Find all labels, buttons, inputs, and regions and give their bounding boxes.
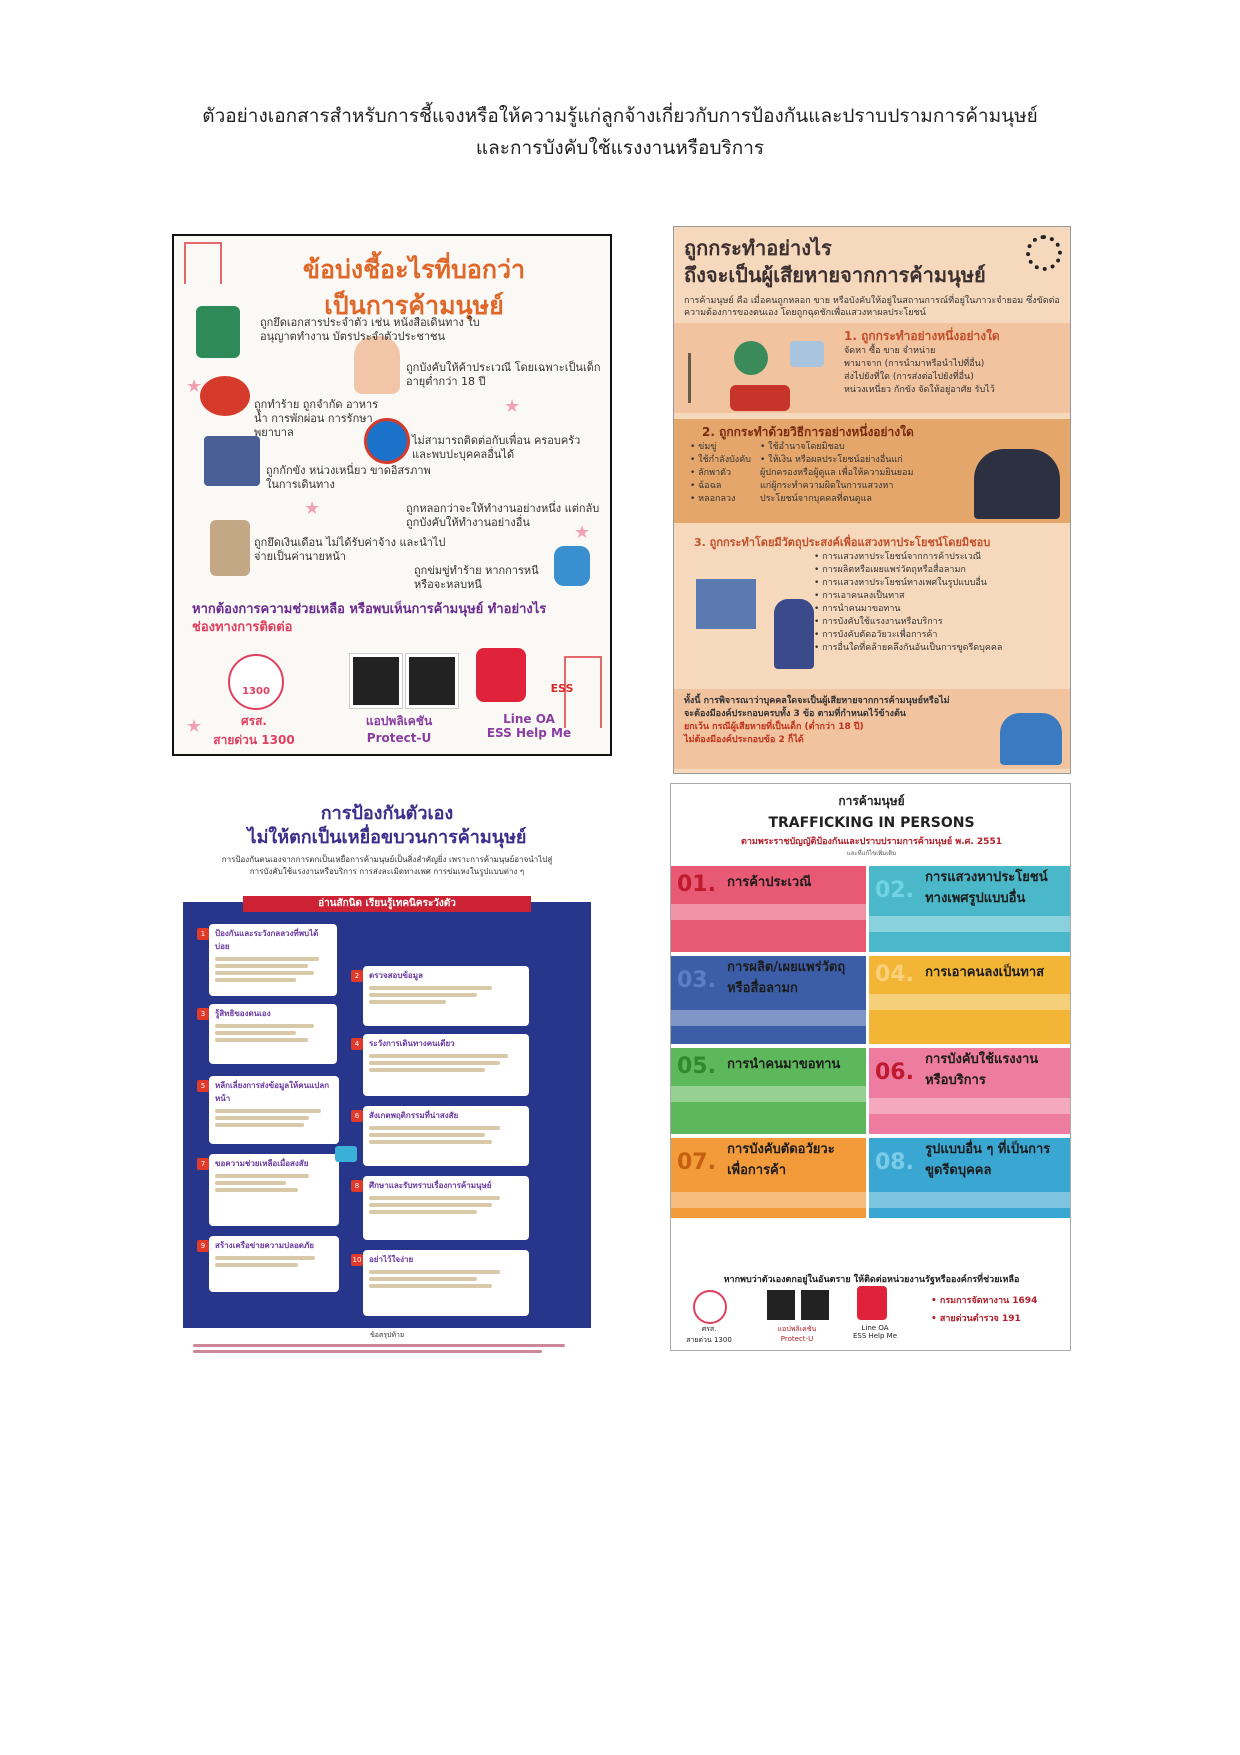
poster2-intro: การค้ามนุษย์ คือ เมื่อคนถูกหลอก ขาย หรือบังคับให้อยู่ในสถานการณ์ที่อยู่ในภาวะจำยอม ซึ่งขัดต่อความต้องการของตนเอง โดยถูกฉุดชักเพื่อแสวงหาผลประโยชน์ [684, 296, 1060, 318]
poster1-heading [264, 252, 564, 324]
star-icon: ★ [574, 522, 591, 543]
footer-text [684, 695, 1004, 747]
section-2-title: 2. ถูกกระทำด้วยวิธีการอย่างหนึ่งอย่างใด [702, 425, 914, 439]
channel-detail: Protect-U [780, 1335, 814, 1343]
channel-name: ศรส. [701, 1325, 717, 1333]
house-icon [696, 579, 756, 629]
type-number: 02. [875, 877, 914, 903]
indicator-item: ถูกทำร้าย ถูกจำกัด อาหาร น้ำ การพักผ่อน การรักษาพยาบาล [254, 398, 379, 439]
woman-illustration-icon [354, 336, 400, 394]
purpose-item: • การนำคนมาขอทาน [814, 604, 901, 614]
tip-card-title: ระวังการเดินทางคนเดียว [369, 1039, 455, 1048]
tip-card [209, 1154, 339, 1226]
indicator-item: ถูกยึดเอกสารประจำตัว เช่น หนังสือเดินทาง ใบอนุญาตทำงาน บัตรประจำตัวประชาชน [260, 316, 480, 343]
section-2-left [690, 441, 760, 506]
tip-card-lines [209, 1109, 339, 1127]
purpose-item: • การแสวงหาประโยชน์จากการค้าประเวณี [814, 552, 982, 562]
tip-number: 5 [197, 1080, 209, 1092]
poster2-heading-line-2: ถึงจะเป็นผู้เสียหายจากการค้ามนุษย์ [684, 263, 986, 287]
type-number: 03. [677, 967, 716, 993]
tip-card [363, 1034, 529, 1096]
type-description [671, 1086, 866, 1102]
tip-card-title: หลีกเลี่ยงการส่งข้อมูลให้คนแปลกหน้า [215, 1081, 330, 1103]
purpose-item: • การเอาคนลงเป็นทาส [814, 591, 905, 601]
poster1-heading-line-2: เป็นการค้ามนุษย์ [324, 291, 504, 320]
tip-card-lines [363, 986, 529, 1004]
type-description [869, 916, 1071, 932]
type-description [671, 1192, 866, 1208]
tip-card-title: สร้างเครือข่ายความปลอดภัย [215, 1241, 314, 1250]
title-line-2: และการบังคับใช้แรงงานหรือบริการ [475, 137, 765, 159]
poster4-heading-th: การค้ามนุษย์ [838, 794, 905, 808]
section-2-right [760, 441, 970, 506]
type-block-06 [869, 1048, 1071, 1134]
running-child-icon [554, 546, 590, 586]
poster2-heading [684, 235, 986, 289]
type-label: การบังคับตัดอวัยวะ เพื่อการค้า [727, 1142, 835, 1178]
section-1-line: ส่งไปยังที่ใด (การส่งต่อไปยังที่อื่น) [844, 372, 974, 382]
star-icon: ★ [186, 376, 203, 397]
tip-card-title: สังเกตพฤติกรรมที่น่าสงสัย [369, 1111, 459, 1120]
tip-card [209, 1236, 339, 1292]
tip-card-lines [363, 1054, 529, 1072]
channel-line [474, 712, 584, 740]
poster3-footer-title: ข้อสรุปท้าย [369, 1331, 405, 1339]
type-label: การแสวงหาประโยชน์ทางเพศรูปแบบอื่น [925, 870, 1048, 906]
tip-card [209, 1076, 339, 1144]
type-number: 04. [875, 962, 914, 987]
type-description [869, 1192, 1071, 1208]
tip-number: 6 [351, 1110, 363, 1122]
tip-number: 10 [352, 1256, 362, 1264]
method-item: • ลักพาตัว [690, 468, 732, 478]
help-line-2: ช่องทางการติดต่อ [192, 620, 293, 635]
method-item: แก่ผู้กระทำความผิดในการแสวงหา [760, 481, 894, 491]
section-1-lines [844, 345, 1064, 397]
tip-number: 8 [351, 1180, 363, 1192]
poster4-contact [671, 1272, 1071, 1344]
subtitle-line: การบังคับใช้แรงงานหรือบริการ การส่งละเมิดทางเพศ การข่มเหงในรูปแบบต่าง ๆ [249, 867, 525, 876]
phone-icon [335, 1146, 357, 1162]
globe-icon [734, 341, 768, 375]
type-block-05 [671, 1048, 866, 1134]
ess-logo-text: ESS [550, 682, 574, 695]
help-line-1: หากต้องการความช่วยเหลือ หรือพบเห็นการค้ามนุษย์ ทำอย่างไร [192, 602, 547, 617]
method-item: • ฉ้อฉล [690, 481, 722, 491]
tip-card-title: รู้สิทธิของตนเอง [215, 1009, 271, 1018]
type-label: รูปแบบอื่น ๆ ที่เป็นการขูดรีดบุคคล [925, 1142, 1051, 1178]
money-icon [790, 341, 824, 367]
section-3-title: 3. ถูกกระทำโดยมีวัตถุประสงค์เพื่อแสวงหาประโยชน์โดยมิชอบ [694, 536, 991, 549]
tip-number: 4 [351, 1038, 363, 1050]
tip-card-title: ขอความช่วยเหลือเมื่อสงสัย [215, 1159, 309, 1168]
type-description [671, 904, 866, 920]
tip-card [363, 966, 529, 1026]
method-item: • ใช้อำนาจโดยมิชอบ [760, 442, 845, 452]
star-icon: ★ [186, 716, 203, 737]
footer-line: ทั้งนี้ การพิจารณาว่าบุคคลใดจะเป็นผู้เสียหายจากการค้ามนุษย์หรือไม่ [684, 696, 950, 706]
tip-number: 2 [351, 970, 363, 982]
type-description [869, 994, 1071, 1010]
channel-detail: ESS Help Me [486, 726, 572, 740]
type-number: 08. [875, 1149, 914, 1175]
indicator-item: ถูกบังคับให้ค้าประเวณี โดยเฉพาะเป็นเด็กอายุต่ำกว่า 18 ปี [406, 361, 601, 388]
footer-line: จะต้องมีองค์ประกอบครบทั้ง 3 ข้อ ตามที่กำหนดไว้ข้างต้น [684, 709, 906, 719]
passport-icon [196, 306, 240, 358]
tip-number: 1 [197, 928, 209, 940]
qr-code-icon [350, 654, 402, 708]
poster1-heading-line-1: ข้อบ่งชี้อะไรที่บอกว่า [302, 255, 526, 284]
type-block-01 [671, 866, 866, 952]
purpose-item: • การบังคับตัดอวัยวะเพื่อการค้า [814, 630, 938, 640]
tip-card-lines [209, 1024, 337, 1042]
method-item: • หลอกลวง [690, 494, 736, 504]
section-1-line: หน่วงเหนี่ยว กักขัง จัดให้อยู่อาศัย รับไว้ [844, 385, 995, 395]
poster3-heading [183, 802, 591, 850]
indicator-item: ถูกยึดเงินเดือน ไม่ได้รับค่าจ้าง และนำไปจ่ายเป็นค่านายหน้า [254, 536, 446, 563]
tip-card [209, 924, 337, 996]
purpose-item: • การบังคับใช้แรงงานหรือบริการ [814, 617, 943, 627]
subtitle-line: การป้องกันตนเองจากการตกเป็นเหยื่อการค้ามนุษย์เป็นสิ่งสำคัญยิ่ง เพราะการค้ามนุษย์อาจนำไปสู่ [221, 855, 553, 864]
tip-card-title: ศึกษาและรับทราบเรื่องการค้ามนุษย์ [369, 1181, 492, 1190]
type-label: การบังคับใช้แรงงานหรือบริการ [925, 1052, 1039, 1088]
channel-hotline [204, 712, 304, 750]
star-icon: ★ [304, 498, 321, 519]
type-block-04 [869, 956, 1071, 1044]
poster3-banner: อ่านสักนิด เรียนรู้เทคนิคระวังตัว [243, 896, 531, 912]
channel-name: Line OA [861, 1324, 889, 1332]
type-label: การผลิต/เผยแพร่วัตถุหรือสื่อลามก [727, 960, 846, 996]
sunburst-icon [1026, 235, 1062, 271]
type-block-07 [671, 1138, 866, 1218]
hotline-item: • กรมการจัดหางาน 1694 [931, 1296, 1038, 1306]
poster1-help-text [192, 601, 602, 637]
hotline-list [931, 1292, 1067, 1328]
channel-app [344, 712, 454, 745]
children-illustration-icon [1000, 713, 1062, 765]
type-number: 06. [875, 1059, 914, 1085]
type-number: 01. [677, 872, 716, 897]
footer-red-line: ไม่ต้องมีองค์ประกอบข้อ 2 ก็ได้ [684, 735, 804, 745]
indicator-item: ถูกข่มขู่ทำร้าย หากการหนีหรือจะหลบหนี [414, 564, 539, 591]
poster4-law-sub: และที่แก้ไขเพิ่มเติม [846, 850, 897, 857]
method-item: ผู้ปกครองหรือผู้ดูแล เพื่อให้ความยินยอม [760, 468, 914, 478]
channel-app [757, 1324, 837, 1343]
star-icon: ★ [504, 396, 521, 417]
channel-name: Line OA [503, 712, 555, 726]
tip-card-lines [209, 957, 337, 982]
qr-code-icon [406, 654, 458, 708]
poster2-section-1 [674, 323, 1071, 413]
poster4-law: ตามพระราชบัญญัติป้องกันและปราบปรามการค้ามนุษย์ พ.ศ. 2551 [741, 837, 1002, 847]
poster2-heading-line-1: ถูกกระทำอย่างไร [684, 236, 832, 260]
worker-illustration-icon [210, 520, 250, 576]
poster-self-protection [183, 790, 591, 1364]
type-description [671, 1010, 866, 1026]
tip-card-lines [363, 1196, 529, 1214]
type-number: 05. [677, 1054, 716, 1079]
poster2-section-2 [674, 419, 1071, 523]
poster-trafficking-types [670, 783, 1071, 1351]
method-item: ประโยชน์จากบุคคลที่ตนดูแล [760, 494, 872, 504]
type-label: การค้าประเวณี [727, 875, 812, 890]
hotline-item: • สายด่วนตำรวจ 191 [931, 1314, 1021, 1324]
signpost-icon [688, 353, 721, 403]
poster2-section-3 [674, 529, 1071, 679]
tip-card-title: ตรวจสอบข้อมูล [369, 971, 423, 980]
poster3-heading-line-2: ไม่ให้ตกเป็นเหยื่อขบวนการค้ามนุษย์ [247, 827, 527, 848]
poster3-heading-line-1: การป้องกันตัวเอง [320, 803, 454, 824]
poster3-footer [183, 1328, 591, 1364]
document-title [120, 100, 1120, 164]
channel-hotline [671, 1324, 747, 1346]
purpose-item: • การแสวงหาประโยชน์ทางเพศในรูปแบบอื่น [814, 578, 987, 588]
tip-card-lines [209, 1174, 339, 1192]
hotline-number: 1300 [242, 686, 270, 697]
type-label: การนำคนมาขอทาน [727, 1057, 841, 1072]
type-number: 07. [677, 1149, 716, 1175]
purpose-item: • การอื่นใดที่คล้ายคลึงกันอันเป็นการขูดรีดบุคคล [814, 643, 1003, 653]
channel-detail: สายด่วน 1300 [686, 1336, 732, 1344]
section-1-title: 1. ถูกกระทำอย่างหนึ่งอย่างใด [844, 329, 1000, 343]
tip-card-title: อย่าไว้ใจง่าย [369, 1255, 414, 1264]
bus-icon [730, 385, 790, 411]
poster4-header [671, 792, 1071, 858]
tip-number: 3 [197, 1008, 209, 1020]
title-line-1: ตัวอย่างเอกสารสำหรับการชี้แจงหรือให้ความรู้แก่ลูกจ้างเกี่ยวกับการป้องกันและปราบปรามการค้ามนุษย์ [202, 105, 1038, 127]
channel-detail: Protect-U [366, 731, 432, 745]
channel-detail: สายด่วน 1300 [213, 733, 295, 747]
indicator-item: ถูกหลอกว่าจะให้ทำงานอย่างหนึ่ง แต่กลับถูกบังคับให้ทำงานอย่างอื่น [406, 502, 600, 529]
section-1-line: จัดหา ซื้อ ขาย จำหน่าย [844, 346, 936, 356]
indicator-item: ไม่สามารถติดต่อกับเพื่อน ครอบครัว และพบปะบุคคลอื่นได้ [412, 434, 581, 461]
poster-victim-criteria [673, 226, 1071, 774]
tip-number: 7 [197, 1158, 209, 1170]
tip-card [209, 1004, 337, 1064]
tip-card [363, 1176, 529, 1240]
poster3-subtitle [195, 854, 579, 878]
tip-number: 9 [197, 1240, 209, 1252]
purpose-item: • การผลิตหรือเผยแพร่วัตถุหรือสื่อลามก [814, 565, 966, 575]
method-item: • ให้เงิน หรือผลประโยชน์อย่างอื่นแก่ [760, 455, 903, 465]
poster2-footer [674, 689, 1071, 769]
poster-trafficking-indicators [172, 234, 612, 756]
poster4-heading-en: TRAFFICKING IN PERSONS [768, 815, 975, 831]
line-qr-code-icon [476, 648, 526, 702]
qr-code-icon [801, 1290, 829, 1320]
type-block-08 [869, 1138, 1071, 1218]
section-1-line: พามาจาก (การนำมาหรือนำไปที่อื่น) [844, 359, 985, 369]
tip-card-title: ป้องกันและระวังกลลวงที่พบได้บ่อย [215, 929, 319, 951]
hotline-logo-icon [693, 1290, 727, 1324]
section-3-lines [814, 551, 1064, 655]
footer-red-line: ยกเว้น กรณีผู้เสียหายที่เป็นเด็ก (ต่ำกว่า 18 ปี) [684, 722, 864, 732]
tip-card [363, 1250, 529, 1316]
businessmen-illustration-icon [974, 449, 1060, 519]
tip-card-lines [209, 1256, 339, 1267]
channel-detail: ESS Help Me [852, 1332, 898, 1340]
footer-lines [183, 1344, 591, 1353]
ess-logo-icon [542, 662, 582, 698]
type-block-03 [671, 956, 866, 1044]
worker-illustration-icon [774, 599, 814, 669]
indicator-item: ถูกกักขัง หน่วงเหนี่ยว ขาดอิสรภาพ ในการเดินทาง [266, 464, 431, 491]
jail-icon [204, 436, 260, 486]
channel-name: แอปพลิเคชัน [777, 1325, 817, 1333]
channel-name: แอปพลิเคชัน [365, 714, 433, 728]
tip-card [363, 1106, 529, 1166]
type-block-02 [869, 866, 1071, 952]
channel-line [835, 1324, 915, 1340]
method-item: • ใช้กำลังบังคับ [690, 455, 751, 465]
type-label: การเอาคนลงเป็นทาส [925, 965, 1045, 980]
tip-card-lines [363, 1126, 529, 1144]
grid-decoration-icon [184, 242, 222, 284]
no-food-icon [200, 376, 250, 416]
contact-line: หากพบว่าตัวเองตกอยู่ในอันตราย ให้ติดต่อหน่วยงานรัฐหรือองค์กรที่ช่วยเหลือ [723, 1275, 1020, 1285]
qr-code-icon [767, 1290, 795, 1320]
type-description [869, 1098, 1071, 1114]
hotline-logo-icon [228, 654, 284, 710]
channel-name: ศรส. [241, 714, 267, 728]
tip-card-lines [363, 1270, 529, 1288]
method-item: • ข่มขู่ [690, 442, 717, 452]
line-qr-code-icon [857, 1286, 887, 1320]
